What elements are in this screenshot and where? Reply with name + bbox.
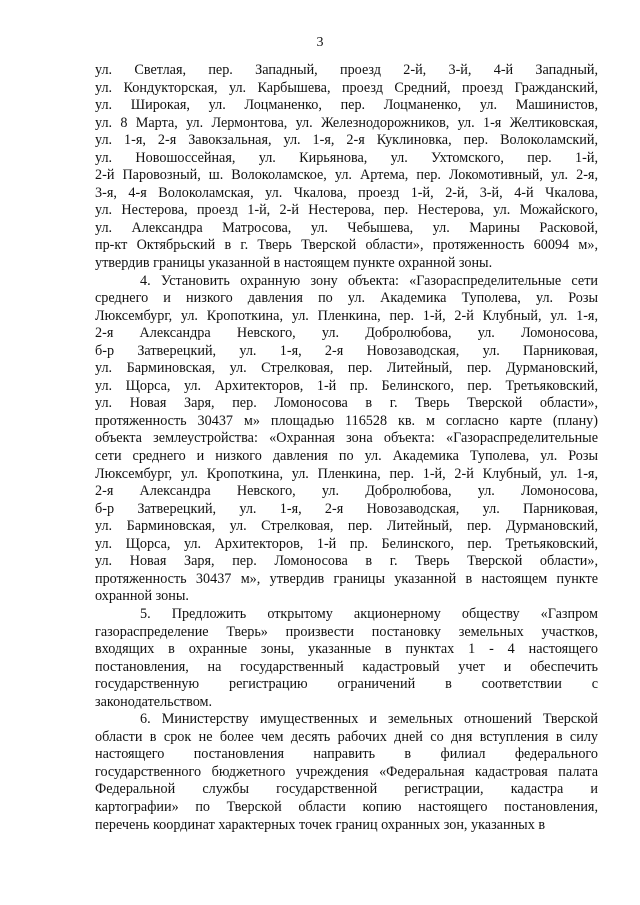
text-line: государственного бюджетного учреждения «Федеральная кадастровая палата: [95, 763, 598, 780]
text-line: 2-й Паровозный, ш. Волоколамское, ул. Артема, пер. Локомотивный, ул. 2-я,: [95, 167, 598, 184]
text-line: ул. Барминовская, ул. Стрелковая, пер. Литейный, пер. Дурмановский,: [95, 518, 598, 535]
text-line: настоящего постановления направить в филиал федерального: [95, 746, 598, 763]
text-line: утвердив границы указанной в настоящем пункте охранной зоны.: [95, 255, 493, 272]
text-line: б-р Затверецкий, ул. 1-я, 2-я Новозаводская, ул. Парниковая,: [95, 500, 598, 517]
text-line: Федеральной службы государственной регистрации, кадастра и: [95, 781, 598, 798]
text-line: ул. Александра Матросова, ул. Чебышева, ул. Марины Расковой,: [95, 219, 598, 236]
text-line: Люксембург, ул. Кропоткина, ул. Пленкина, пер. 1-й, 2-й Клубный, ул. 1-я,: [95, 465, 598, 482]
text-line: ул. Широкая, ул. Лоцманенко, пер. Лоцманенко, ул. Машинистов,: [95, 97, 598, 114]
text-line: Люксембург, ул. Кропоткина, ул. Пленкина, пер. 1-й, 2-й Клубный, ул. 1-я,: [95, 307, 598, 324]
text-line: картографии» по Тверской области копию настоящего постановления,: [95, 798, 598, 815]
text-line: ул. Щорса, ул. Архитекторов, 1-й пр. Белинского, пер. Третьяковский,: [95, 535, 598, 552]
text-line: ул. Новая Заря, пер. Ломоносова в г. Тверь Тверской области»,: [95, 553, 598, 570]
text-line: государственную регистрацию ограничений в соответствии с: [95, 676, 598, 693]
paragraph-item-5: [95, 606, 598, 711]
text-line: 2-я Александра Невского, ул. Добролюбова, ул. Ломоносова,: [95, 483, 598, 500]
text-line: сети среднего и низкого давления по ул. Академика Туполева, ул. Розы: [95, 448, 598, 465]
text-line: входящих в охранные зоны, указанные в пунктах 1 - 4 настоящего: [95, 641, 598, 658]
text-line: ул. Щорса, ул. Архитекторов, 1-й пр. Белинского, пер. Третьяковский,: [95, 377, 598, 394]
text-line: среднего и низкого давления по ул. Академика Туполева, ул. Розы: [95, 290, 598, 307]
text-line: 3-я, 4-я Волоколамская, ул. Чкалова, проезд 1-й, 2-й, 3-й, 4-й Чкалова,: [95, 184, 598, 201]
text-line: 4. Установить охранную зону объекта: «Газораспределительные сети: [140, 272, 598, 289]
page-number: 3: [316, 35, 324, 50]
text-line: законодательством.: [95, 693, 213, 710]
text-line: ул. Новая Заря, пер. Ломоносова в г. Тверь Тверской области»,: [95, 395, 598, 412]
paragraph-item-6: [95, 711, 598, 834]
text-line: б-р Затверецкий, ул. 1-я, 2-я Новозаводская, ул. Парниковая,: [95, 342, 598, 359]
text-line: ул. Кондукторская, ул. Карбышева, проезд Средний, проезд Гражданский,: [95, 79, 598, 96]
paragraph-continuation: [95, 62, 598, 273]
text-line: ул. Барминовская, ул. Стрелковая, пер. Литейный, пер. Дурмановский,: [95, 360, 598, 377]
text-line: охранной зоны.: [95, 588, 189, 605]
paragraph-item-4: [95, 273, 598, 606]
text-line: ул. Нестерова, проезд 1-й, 2-й Нестерова, пер. Нестерова, ул. Можайского,: [95, 202, 598, 219]
text-line: 2-я Александра Невского, ул. Добролюбова, ул. Ломоносова,: [95, 325, 598, 342]
text-line: области в срок не более чем десять рабочих дней со дня вступления в силу: [95, 728, 598, 745]
text-line: перечень координат характерных точек границ охранных зон, указанных в: [95, 816, 546, 833]
text-line: газораспределение Тверь» произвести постановку земельных участков,: [95, 623, 598, 640]
text-line: 6. Министерству имущественных и земельных отношений Тверской: [140, 711, 598, 728]
text-line: ул. Светлая, пер. Западный, проезд 2-й, 3-й, 4-й Западный,: [95, 62, 598, 78]
text-line: ул. 1-я, 2-я Завокзальная, ул. 1-я, 2-я Куклиновка, пер. Волоколамский,: [95, 132, 598, 149]
text-line: ул. 8 Марта, ул. Лермонтова, ул. Железнодорожников, ул. 1-я Желтиковская,: [95, 114, 598, 131]
text-line: протяженность 30437 м» площадью 116528 кв. м согласно карте (плану): [95, 412, 598, 429]
text-line: 5. Предложить открытому акционерному обществу «Газпром: [140, 605, 598, 622]
text-line: постановления, на государственный кадастровый учет и обеспечить: [95, 658, 598, 675]
document-body: [95, 62, 598, 834]
text-line: объекта землеустройства: «Охранная зона объекта: «Газораспределительные: [95, 430, 598, 447]
text-line: ул. Новошоссейная, ул. Кирьянова, ул. Ухтомского, пер. 1-й,: [95, 149, 598, 166]
text-line: протяженность 30437 м», утвердив границы указанной в настоящем пункте: [95, 570, 598, 587]
text-line: пр-кт Октябрьский в г. Тверь Тверской области», протяженность 60094 м»,: [95, 237, 598, 254]
